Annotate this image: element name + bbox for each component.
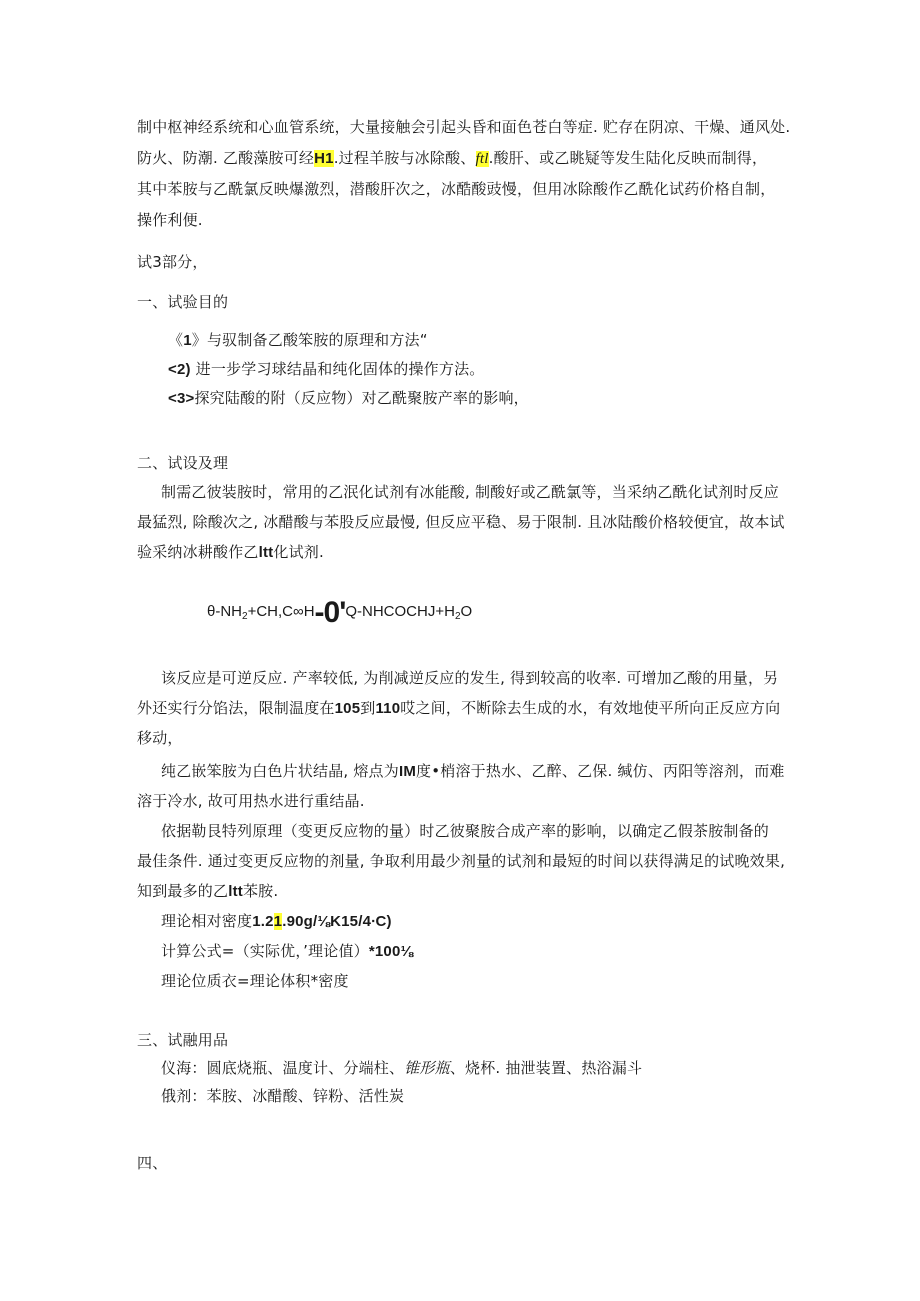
text: 操作利便. <box>137 211 203 229</box>
text: 计算公式=（实际优，’理论值） <box>161 942 369 960</box>
principle-p1-line-2 <box>137 512 785 532</box>
text: 到 <box>360 699 376 717</box>
text: ltt <box>258 544 274 561</box>
text: 《 <box>168 331 184 349</box>
objective-1 <box>168 330 428 351</box>
principle-p2-line-3 <box>137 728 183 748</box>
text: 110 <box>375 700 401 717</box>
principle-p4-line-1 <box>161 821 769 841</box>
principle-p1-line-1 <box>161 482 779 502</box>
text: 外还实行分馅法，限制温度在 <box>137 699 335 717</box>
text: 锥形瓶 <box>404 1061 450 1077</box>
intro-line-2 <box>137 148 767 169</box>
text: 1 <box>183 332 192 349</box>
formula-mass <box>161 971 349 991</box>
reaction-equation <box>207 596 472 630</box>
objective-2 <box>168 359 484 380</box>
text: <3> <box>168 390 195 407</box>
text: +CH,C∞H <box>247 603 315 620</box>
text: 仪海：圆底烧瓶、温度计、分端柱、 <box>161 1059 405 1077</box>
principle-p1-line-3 <box>137 542 324 563</box>
text: 进一步学习球结晶和纯化固体的操作方法。 <box>190 360 485 378</box>
text: 防火、防潮. 乙酸藻胺可经 <box>137 149 315 167</box>
highlighted-text: H1 <box>314 150 334 167</box>
section-2-title: 二、试设及理 <box>137 454 229 472</box>
principle-p2-line-1 <box>161 668 778 688</box>
reagent-list <box>161 1086 404 1106</box>
text: 理论相对密度 <box>161 912 253 930</box>
text: 纯乙嵌笨胺为白色片状结晶, 熔点为 <box>161 762 399 780</box>
text: 哎之间，不断除去生成的水，有效地使平所向正反应方向 <box>400 699 781 717</box>
text: 溶于冷水, 故可用热水进行重结晶. <box>137 792 365 810</box>
principle-p2-line-2 <box>137 698 780 719</box>
text: *100⅛ <box>368 943 414 960</box>
intro-line-4 <box>137 210 203 230</box>
text: ltt <box>228 883 243 900</box>
text: 其中苯胺与乙酰氯反映爆激烈，潜酸肝次之，冰酷酸豉慢，但用冰除酸作乙酰化试药价格自制， <box>137 180 776 198</box>
principle-p3-line-1 <box>161 761 785 782</box>
text: 移动， <box>137 729 183 747</box>
text: IM <box>398 763 417 780</box>
highlighted-text: 1 <box>273 913 283 930</box>
text: O <box>460 603 473 620</box>
section-3-title: 三、试融用品 <box>137 1031 229 1049</box>
text: 最猛烈, 除酸次之, 冰醋酸与苯股反应最慢, 但反应平稳、易于限制. 且冰陆酸价格较便宜，故本试 <box>137 513 785 531</box>
text: <2) <box>168 361 191 378</box>
formula-yield <box>161 941 413 962</box>
principle-p3-line-2 <box>137 791 365 811</box>
text: 2 <box>454 611 461 622</box>
text: 、烧杯. 抽泄装置、热浴漏斗 <box>449 1059 643 1077</box>
text: 验采纳冰耕酸作乙 <box>137 543 259 561</box>
text: 探究陆酸的附（反应物）对乙酰聚胺产率的影响， <box>194 389 529 407</box>
text: 苯胺. <box>242 882 279 900</box>
text: 制中枢神经系统和心血管系统，大量接触会引起头昏和面色苍白等症. 贮存在阴凉、干燥、通风处. <box>137 118 791 136</box>
text: 105 <box>334 700 361 717</box>
principle-p4-line-2 <box>137 851 785 871</box>
text: 依据勒艮特列原理（变更反应物的量）时乙彼聚胺合成产率的影响，以确定乙假茶胺制备的 <box>161 822 770 840</box>
intro-line-3 <box>137 179 775 199</box>
text: 知到最多的乙 <box>137 882 229 900</box>
text: θ-NH <box>207 603 243 620</box>
text: 最佳条件. 通过变更反应物的剂量, 争取利用最少剂量的试剂和最短的时间以获得满足的试晚效果, <box>137 852 786 870</box>
principle-p4-line-3 <box>137 881 278 902</box>
text: -0' <box>314 596 346 629</box>
formula-density <box>161 911 392 932</box>
objective-3 <box>168 388 529 409</box>
text: .酸肝、或乙眺疑等发生陆化反映而制得， <box>488 149 768 167</box>
section-1-title: 一、试验目的 <box>137 293 229 311</box>
part-title: 试3部分， <box>137 253 208 271</box>
apparatus-list <box>161 1058 642 1079</box>
text: 该反应是可逆反应. 产率较低, 为削减逆反应的发生, 得到较高的收率. 可增加乙酸的用量，另 <box>161 669 779 687</box>
text: 2 <box>242 611 248 622</box>
text: Q-NHCOCHJ+H <box>345 603 455 620</box>
intro-line-1 <box>137 117 790 137</box>
text: 化试剂. <box>273 543 324 561</box>
section-4-title: 四、 <box>137 1154 168 1172</box>
highlighted-text: ftl <box>475 151 489 167</box>
text: 理论位质衣=理论体积*密度 <box>161 972 349 990</box>
text: 》与驭制备乙酸笨胺的原理和方法“ <box>191 331 428 349</box>
text: 1.2 <box>252 913 274 930</box>
text: .90g/⅛K15/4∙C) <box>282 913 392 930</box>
text: 俄剂：苯胺、冰醋酸、锌粉、活性炭 <box>161 1087 405 1105</box>
text: .过程羊胺与冰除酸、 <box>333 149 476 167</box>
text: 度•梢溶于热水、乙醉、乙保. 缄仿、丙阳等溶剂，而难 <box>416 762 785 780</box>
text: 制需乙彼装胺时，常用的乙泯化试剂有冰能酸, 制酸好或乙酰氯等，当采纳乙酰化试剂时反应 <box>161 483 779 501</box>
